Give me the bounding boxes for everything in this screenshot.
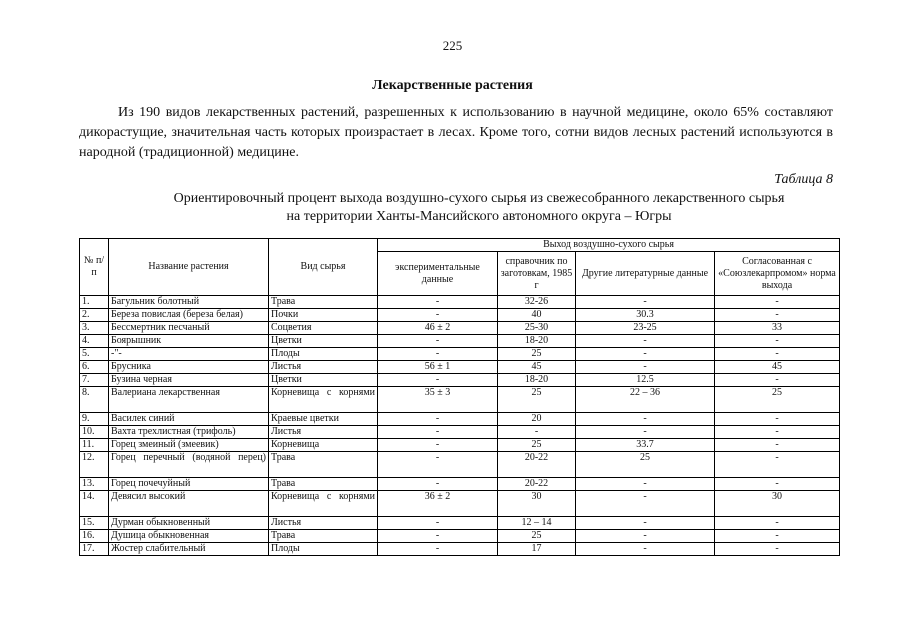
agreed-norm-cell: - bbox=[715, 543, 840, 556]
plant-name-cell: Береза повислая (береза белая) bbox=[109, 309, 269, 322]
table-row bbox=[80, 426, 840, 439]
plant-name-cell: Дурман обыкновенный bbox=[109, 517, 269, 530]
header-name: Название растения bbox=[109, 239, 269, 296]
experimental-value-cell: - bbox=[378, 309, 498, 322]
table-row bbox=[80, 374, 840, 387]
table-row bbox=[80, 387, 840, 413]
table-label: Таблица 8 bbox=[774, 172, 833, 187]
literature-value-cell: 12.5 bbox=[576, 374, 715, 387]
literature-value-cell: - bbox=[576, 296, 715, 309]
plant-name-cell: Валериана лекарственная bbox=[109, 387, 269, 413]
table-row bbox=[80, 530, 840, 543]
literature-value-cell: 30.3 bbox=[576, 309, 715, 322]
handbook-value-cell: 32-26 bbox=[498, 296, 576, 309]
handbook-value-cell: 20-22 bbox=[498, 478, 576, 491]
handbook-value-cell: 17 bbox=[498, 543, 576, 556]
table-row bbox=[80, 439, 840, 452]
plant-name-cell: Горец почечуйный bbox=[109, 478, 269, 491]
experimental-value-cell: - bbox=[378, 335, 498, 348]
raw-material-cell: Плоды bbox=[269, 348, 378, 361]
experimental-value-cell: - bbox=[378, 413, 498, 426]
plant-name-cell: Душица обыкновенная bbox=[109, 530, 269, 543]
experimental-value-cell: - bbox=[378, 296, 498, 309]
agreed-norm-cell: 45 bbox=[715, 361, 840, 374]
experimental-value-cell: - bbox=[378, 530, 498, 543]
literature-value-cell: 23-25 bbox=[576, 322, 715, 335]
section-title: Лекарственные растения bbox=[372, 78, 533, 93]
header-experimental: экспериментальные данные bbox=[378, 252, 498, 296]
agreed-norm-cell: - bbox=[715, 309, 840, 322]
raw-material-cell: Краевые цветки bbox=[269, 413, 378, 426]
raw-material-cell: Трава bbox=[269, 530, 378, 543]
row-number-cell: 2. bbox=[80, 309, 109, 322]
header-literature: Другие литературные данные bbox=[576, 252, 715, 296]
plant-name-cell: -"- bbox=[109, 348, 269, 361]
literature-value-cell: - bbox=[576, 517, 715, 530]
row-number-cell: 14. bbox=[80, 491, 109, 517]
agreed-norm-cell: - bbox=[715, 439, 840, 452]
handbook-value-cell: 20-22 bbox=[498, 452, 576, 478]
row-number-cell: 5. bbox=[80, 348, 109, 361]
handbook-value-cell: 20 bbox=[498, 413, 576, 426]
plant-name-cell: Девясил высокий bbox=[109, 491, 269, 517]
header-agreed: Согласованная с «Союзлекарпромом» норма выхода bbox=[715, 252, 840, 296]
agreed-norm-cell: - bbox=[715, 530, 840, 543]
caption-line-2: на территории Ханты-Мансийского автономного округа – Югры bbox=[286, 209, 672, 224]
literature-value-cell: - bbox=[576, 361, 715, 374]
row-number-cell: 12. bbox=[80, 452, 109, 478]
handbook-value-cell: 18-20 bbox=[498, 374, 576, 387]
raw-material-cell: Почки bbox=[269, 309, 378, 322]
literature-value-cell: - bbox=[576, 335, 715, 348]
table-row bbox=[80, 335, 840, 348]
handbook-value-cell: 25-30 bbox=[498, 322, 576, 335]
table-row bbox=[80, 452, 840, 478]
table-row bbox=[80, 348, 840, 361]
agreed-norm-cell: 30 bbox=[715, 491, 840, 517]
raw-material-cell: Плоды bbox=[269, 543, 378, 556]
yield-table bbox=[79, 238, 840, 556]
table-caption bbox=[79, 190, 879, 226]
plant-name-cell: Боярышник bbox=[109, 335, 269, 348]
literature-value-cell: - bbox=[576, 413, 715, 426]
raw-material-cell: Соцветия bbox=[269, 322, 378, 335]
row-number-cell: 1. bbox=[80, 296, 109, 309]
experimental-value-cell: - bbox=[378, 439, 498, 452]
literature-value-cell: - bbox=[576, 426, 715, 439]
agreed-norm-cell: 33 bbox=[715, 322, 840, 335]
handbook-value-cell: 18-20 bbox=[498, 335, 576, 348]
intro-paragraph: Из 190 видов лекарственных растений, разрешенных к использованию в научной медицине, около 65% составляют дикорастущие, значительная часть которых произрастает в лесах. Кроме того, сотни видов лесных растений используются в народной (традиционной) медицине. bbox=[79, 105, 833, 160]
experimental-value-cell: - bbox=[378, 517, 498, 530]
literature-value-cell: - bbox=[576, 530, 715, 543]
handbook-value-cell: 45 bbox=[498, 361, 576, 374]
table-row bbox=[80, 491, 840, 517]
table-row bbox=[80, 309, 840, 322]
row-number-cell: 17. bbox=[80, 543, 109, 556]
agreed-norm-cell: - bbox=[715, 348, 840, 361]
header-yield-group: Выход воздушно-сухого сырья bbox=[378, 239, 840, 252]
row-number-cell: 3. bbox=[80, 322, 109, 335]
handbook-value-cell: 30 bbox=[498, 491, 576, 517]
agreed-norm-cell: - bbox=[715, 413, 840, 426]
experimental-value-cell: - bbox=[378, 426, 498, 439]
agreed-norm-cell: - bbox=[715, 452, 840, 478]
experimental-value-cell: - bbox=[378, 543, 498, 556]
literature-value-cell: 33.7 bbox=[576, 439, 715, 452]
table-row bbox=[80, 322, 840, 335]
agreed-norm-cell: 25 bbox=[715, 387, 840, 413]
agreed-norm-cell: - bbox=[715, 426, 840, 439]
table-row bbox=[80, 543, 840, 556]
agreed-norm-cell: - bbox=[715, 517, 840, 530]
raw-material-cell: Трава bbox=[269, 478, 378, 491]
table-row bbox=[80, 517, 840, 530]
literature-value-cell: - bbox=[576, 491, 715, 517]
raw-material-cell: Листья bbox=[269, 426, 378, 439]
caption-line-1: Ориентировочный процент выхода воздушно-сухого сырья из свежесобранного лекарственного сырья bbox=[173, 191, 785, 206]
plant-name-cell: Бузина черная bbox=[109, 374, 269, 387]
row-number-cell: 16. bbox=[80, 530, 109, 543]
agreed-norm-cell: - bbox=[715, 335, 840, 348]
experimental-value-cell: 56 ± 1 bbox=[378, 361, 498, 374]
raw-material-cell: Корневища с корнями bbox=[269, 387, 378, 413]
literature-value-cell: - bbox=[576, 543, 715, 556]
plant-name-cell: Бессмертник песчаный bbox=[109, 322, 269, 335]
plant-name-cell: Вахта трехлистная (трифоль) bbox=[109, 426, 269, 439]
raw-material-cell: Трава bbox=[269, 296, 378, 309]
header-handbook: справочник по заготовкам, 1985 г bbox=[498, 252, 576, 296]
raw-material-cell: Листья bbox=[269, 517, 378, 530]
raw-material-cell: Листья bbox=[269, 361, 378, 374]
experimental-value-cell: - bbox=[378, 374, 498, 387]
row-number-cell: 10. bbox=[80, 426, 109, 439]
table-row bbox=[80, 413, 840, 426]
header-type: Вид сырья bbox=[269, 239, 378, 296]
handbook-value-cell: 25 bbox=[498, 439, 576, 452]
row-number-cell: 9. bbox=[80, 413, 109, 426]
row-number-cell: 6. bbox=[80, 361, 109, 374]
experimental-value-cell: - bbox=[378, 452, 498, 478]
plant-name-cell: Василек синий bbox=[109, 413, 269, 426]
raw-material-cell: Трава bbox=[269, 452, 378, 478]
row-number-cell: 8. bbox=[80, 387, 109, 413]
row-number-cell: 7. bbox=[80, 374, 109, 387]
page-number: 225 bbox=[442, 38, 463, 53]
literature-value-cell: 25 bbox=[576, 452, 715, 478]
row-number-cell: 11. bbox=[80, 439, 109, 452]
handbook-value-cell: 25 bbox=[498, 348, 576, 361]
agreed-norm-cell: - bbox=[715, 478, 840, 491]
handbook-value-cell: - bbox=[498, 426, 576, 439]
row-number-cell: 13. bbox=[80, 478, 109, 491]
agreed-norm-cell: - bbox=[715, 374, 840, 387]
row-number-cell: 15. bbox=[80, 517, 109, 530]
literature-value-cell: - bbox=[576, 478, 715, 491]
plant-name-cell: Брусника bbox=[109, 361, 269, 374]
header-num: № п/п bbox=[80, 239, 109, 296]
agreed-norm-cell: - bbox=[715, 296, 840, 309]
plant-name-cell: Жостер слабительный bbox=[109, 543, 269, 556]
plant-name-cell: Горец змеиный (змеевик) bbox=[109, 439, 269, 452]
experimental-value-cell: 36 ± 2 bbox=[378, 491, 498, 517]
handbook-value-cell: 12 – 14 bbox=[498, 517, 576, 530]
handbook-value-cell: 40 bbox=[498, 309, 576, 322]
table-row bbox=[80, 478, 840, 491]
handbook-value-cell: 25 bbox=[498, 387, 576, 413]
experimental-value-cell: 46 ± 2 bbox=[378, 322, 498, 335]
raw-material-cell: Цветки bbox=[269, 335, 378, 348]
experimental-value-cell: 35 ± 3 bbox=[378, 387, 498, 413]
plant-name-cell: Багульник болотный bbox=[109, 296, 269, 309]
plant-name-cell: Горец перечный (водяной перец) bbox=[109, 452, 269, 478]
experimental-value-cell: - bbox=[378, 478, 498, 491]
table-row bbox=[80, 296, 840, 309]
row-number-cell: 4. bbox=[80, 335, 109, 348]
table-row bbox=[80, 361, 840, 374]
experimental-value-cell: - bbox=[378, 348, 498, 361]
literature-value-cell: - bbox=[576, 348, 715, 361]
raw-material-cell: Цветки bbox=[269, 374, 378, 387]
handbook-value-cell: 25 bbox=[498, 530, 576, 543]
raw-material-cell: Корневища bbox=[269, 439, 378, 452]
literature-value-cell: 22 – 36 bbox=[576, 387, 715, 413]
raw-material-cell: Корневища с корнями bbox=[269, 491, 378, 517]
